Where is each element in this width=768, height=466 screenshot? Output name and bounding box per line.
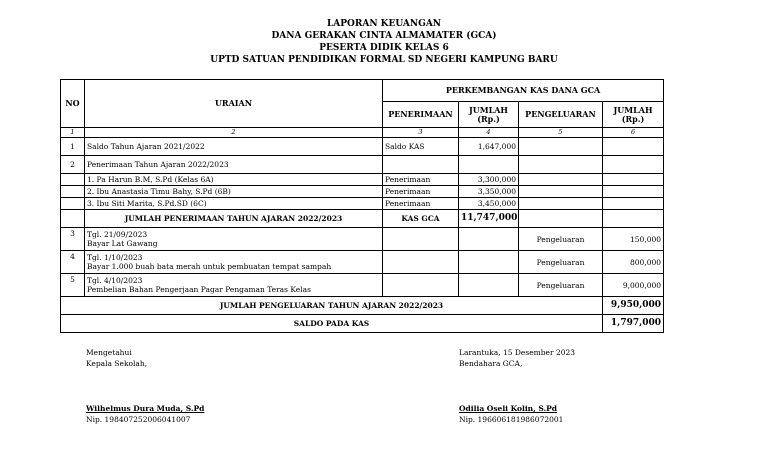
total-expense-row (61, 297, 664, 315)
total-expense-value: 9,950,000 (603, 297, 664, 315)
table-row (61, 228, 664, 251)
col-jumlah1-header: JUMLAH (Rp.) (459, 102, 519, 128)
saldo-value: 1,797,000 (603, 315, 664, 333)
row-uraian: 2. Ibu Anastasia Timu Bahy, S.Pd (6B) (85, 186, 383, 198)
index-cell: 3 (383, 128, 459, 138)
row-uraian: Saldo Tahun Ajaran 2021/2022 (85, 138, 383, 156)
table-row (61, 156, 664, 174)
row-pengeluaran: Pengeluaran (519, 251, 603, 274)
row-uraian: 1. Pa Harun B.M, S.Pd (Kelas 6A) (85, 174, 383, 186)
row-penerimaan: Penerimaan (383, 174, 459, 186)
row-date: Tgl. 1/10/2023 (87, 253, 143, 262)
report-title: LAPORAN KEUANGAN (326, 19, 442, 29)
sig-left-line2: Kepala Sekolah, (86, 359, 148, 368)
row-uraian: Penerimaan Tahun Ajaran 2022/2023 (85, 156, 383, 174)
row-date: Tgl. 4/10/2023 (87, 276, 143, 285)
row-desc: Bayar 1.000 buah bata merah untuk pembuatan tempat sampah (87, 262, 332, 271)
saldo-row (61, 315, 664, 333)
row-penerimaan: Penerimaan (383, 198, 459, 210)
row-desc: Bayar Lat Gawang (87, 239, 158, 248)
sig-right-line2: Bendahara GCA, (459, 359, 523, 368)
index-cell: 2 (85, 128, 383, 138)
row-no: 4 (61, 251, 85, 274)
total-expense-label: JUMLAH PENGELUARAN TAHUN AJARAN 2022/2023 (61, 297, 603, 315)
index-cell: 6 (603, 128, 664, 138)
sig-left-nip: Nip. 198407252006041007 (86, 415, 191, 424)
row-uraian (85, 274, 383, 297)
col-no-header: NO (61, 80, 85, 128)
signature-left (86, 347, 204, 425)
report-school: UPTD SATUAN PENDIDIKAN FORMAL SD NEGERI KAMPUNG BARU (210, 55, 558, 65)
row-jumlah-in: 3,450,000 (459, 198, 519, 210)
total-income-label: JUMLAH PENERIMAAN TAHUN AJARAN 2022/2023 (85, 210, 383, 228)
row-jumlah-in: 1,647,000 (459, 138, 519, 156)
finance-table (60, 79, 664, 333)
row-date: Tgl. 21/09/2023 (87, 230, 148, 239)
table-row (61, 251, 664, 274)
total-income-value: 11,747,000 (459, 210, 519, 228)
report-subtitle: DANA GERAKAN CINTA ALMAMATER (GCA) (271, 31, 497, 41)
index-row (61, 128, 664, 138)
col-jumlah2-header: JUMLAH (Rp.) (603, 102, 664, 128)
row-uraian (85, 251, 383, 274)
table-row (61, 274, 664, 297)
saldo-label: SALDO PADA KAS (61, 315, 603, 333)
total-income-kas: KAS GCA (383, 210, 459, 228)
table-row (61, 174, 664, 186)
sig-right-name: Odilia Oseli Kolin, S.Pd (459, 404, 558, 413)
row-uraian: 3. Ibu Siti Marita, S.Pd.SD (6C) (85, 198, 383, 210)
sig-right-nip: Nip. 196606181986072001 (459, 415, 564, 424)
row-jumlah-out: 9,000,000 (603, 274, 664, 297)
row-jumlah-in: 3,300,000 (459, 174, 519, 186)
index-cell: 5 (519, 128, 603, 138)
col-pengeluaran-header: PENGELUARAN (519, 102, 603, 128)
row-no: 5 (61, 274, 85, 297)
index-cell: 4 (459, 128, 519, 138)
row-jumlah-in: 3,350,000 (459, 186, 519, 198)
row-uraian (85, 228, 383, 251)
col-uraian-header: URAIAN (85, 80, 383, 128)
sig-left-name: Wilhelmus Dura Muda, S.Pd (86, 404, 205, 413)
row-pengeluaran: Pengeluaran (519, 274, 603, 297)
table-row (61, 198, 664, 210)
sig-left-line1: Mengetahui (86, 348, 132, 357)
row-jumlah-out: 150,000 (603, 228, 664, 251)
row-jumlah-out: 800,000 (603, 251, 664, 274)
signature-right (459, 347, 575, 425)
row-penerimaan: Penerimaan (383, 186, 459, 198)
report-class: PESERTA DIDIK KELAS 6 (319, 43, 449, 53)
table-row (61, 186, 664, 198)
table-row (61, 138, 664, 156)
row-penerimaan: Saldo KAS (383, 138, 459, 156)
col-penerimaan-header: PENERIMAAN (383, 102, 459, 128)
row-no: 2 (61, 156, 85, 174)
index-cell: 1 (61, 128, 85, 138)
total-income-row (61, 210, 664, 228)
sig-right-line1: Larantuka, 15 Desember 2023 (459, 348, 576, 357)
row-pengeluaran: Pengeluaran (519, 228, 603, 251)
row-desc: Pembelian Bahan Pengerjaan Pagar Pengaman Teras Kelas (87, 285, 311, 294)
col-group-header: PERKEMBANGAN KAS DANA GCA (383, 80, 664, 102)
row-no: 1 (61, 138, 85, 156)
row-no: 3 (61, 228, 85, 251)
